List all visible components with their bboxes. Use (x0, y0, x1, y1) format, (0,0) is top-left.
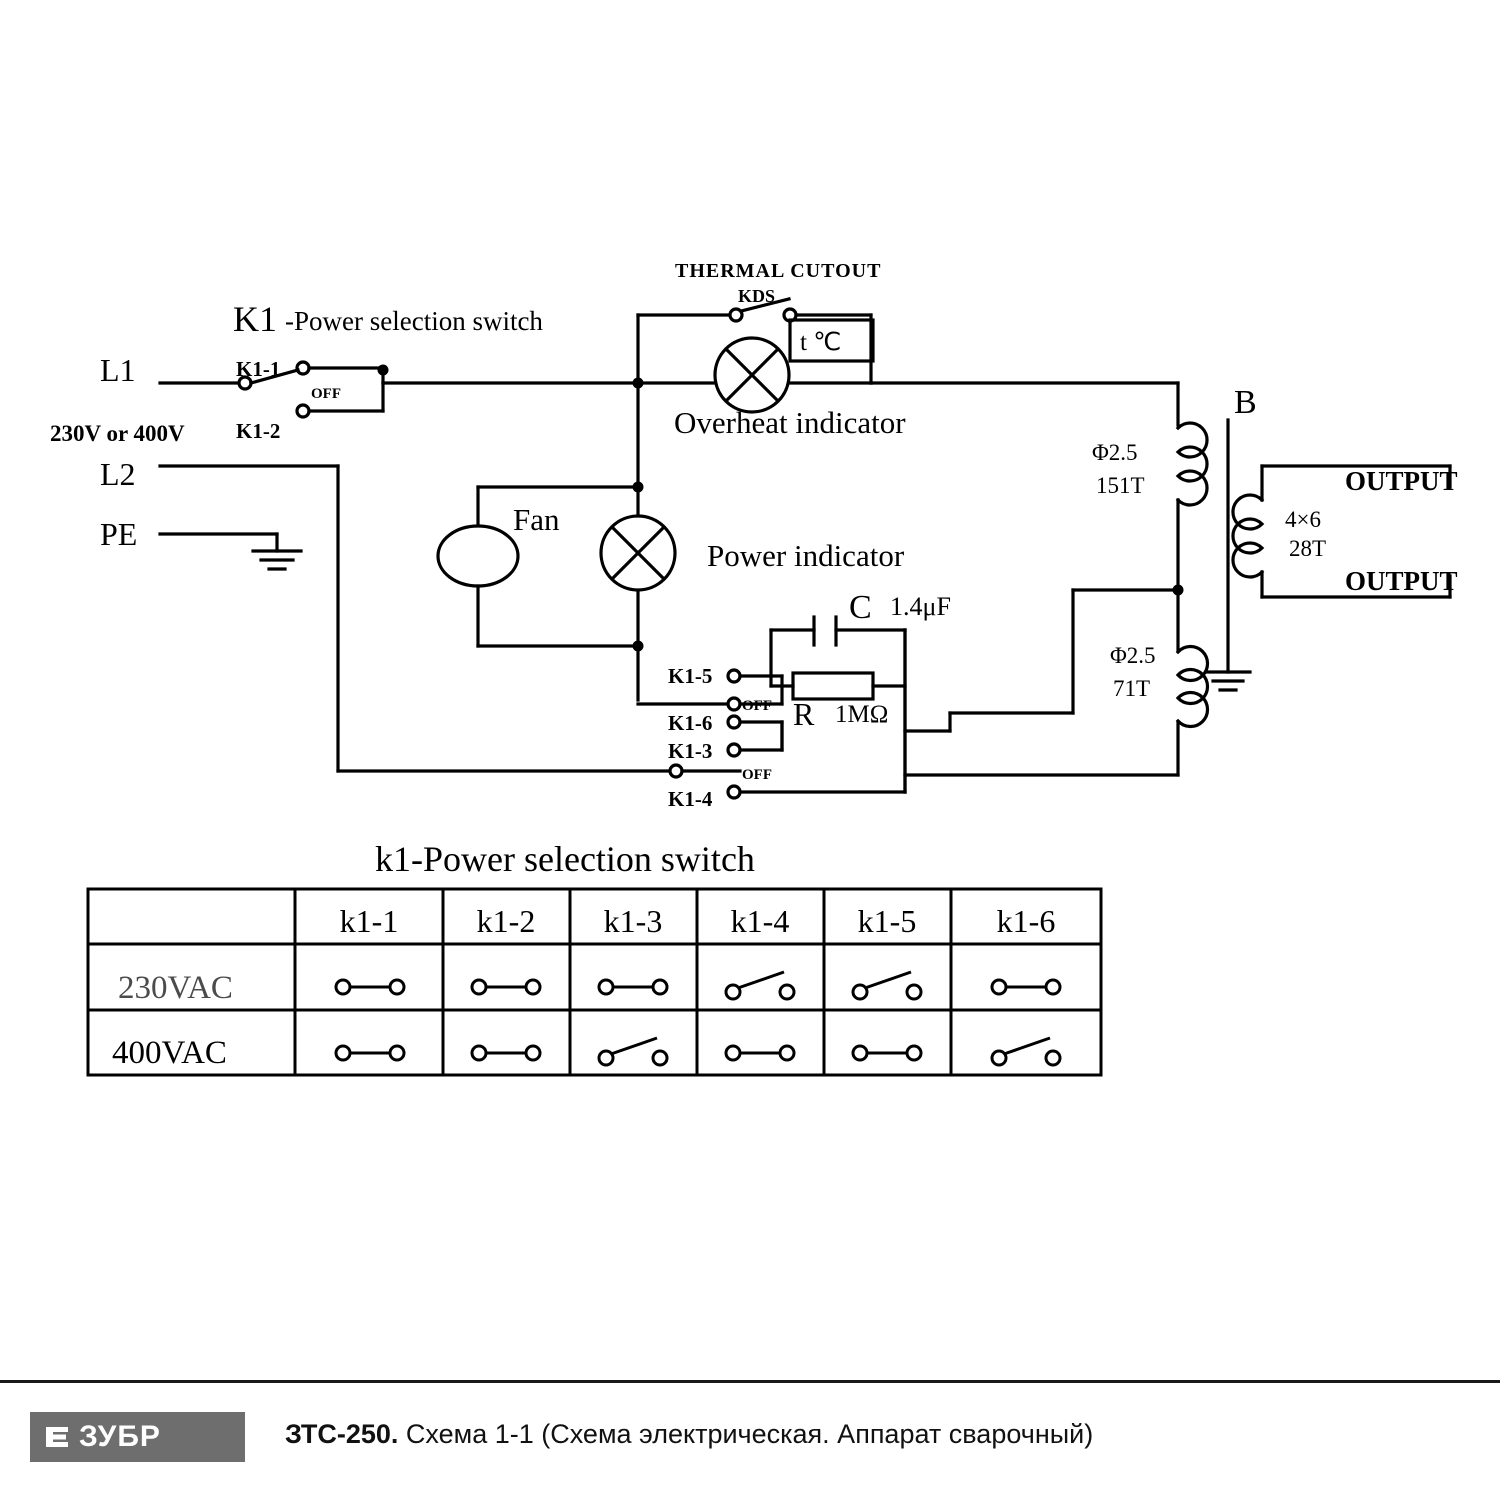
footer (0, 1380, 1500, 1503)
logo-arrow-icon (44, 1423, 70, 1451)
label-voltage: 230V or 400V (50, 421, 185, 446)
label-winding2-turns: 71T (1113, 676, 1151, 701)
label-k1-title: K1 (233, 299, 277, 339)
label-core-b: B (1234, 384, 1257, 421)
label-off-1: OFF (311, 386, 341, 402)
label-l2: L2 (100, 456, 136, 492)
label-k1-5: K1-5 (668, 664, 713, 688)
label-t-celsius: t ℃ (800, 329, 842, 356)
label-power-indicator: Power indicator (707, 538, 905, 573)
label-k1-2: K1-2 (236, 419, 281, 443)
label-pe: PE (100, 516, 138, 552)
table-header-k1-6: k1-6 (996, 903, 1056, 939)
table-header-k1-3: k1-3 (603, 903, 663, 939)
label-off-2: OFF (742, 698, 772, 714)
label-resistor: R (793, 696, 815, 732)
table-header-k1-5: k1-5 (857, 903, 917, 939)
label-l1: L1 (100, 352, 136, 388)
label-secondary-turns: 28T (1289, 536, 1327, 561)
table-header-k1-2: k1-2 (476, 903, 536, 939)
table-row-label-400: 400VAC (112, 1035, 227, 1071)
label-k1-1: K1-1 (236, 357, 281, 381)
label-k1-6: K1-6 (668, 711, 713, 735)
label-capacitor: C (849, 589, 872, 626)
label-secondary-wire: 4×6 (1285, 507, 1321, 532)
label-capacitor-value: 1.4μF (890, 592, 951, 621)
label-k1-title-suffix: -Power selection switch (285, 306, 543, 336)
label-k1-3: K1-3 (668, 739, 713, 763)
label-output-top: OUTPUT (1345, 466, 1458, 496)
label-k1-4: K1-4 (668, 787, 713, 811)
brand-logo (30, 1412, 245, 1462)
table-row-label-230: 230VAC (118, 970, 233, 1006)
label-thermal-cutout: THERMAL CUTOUT (675, 260, 882, 282)
switch-table (88, 889, 1101, 1075)
label-winding2-wire: Φ2.5 (1110, 643, 1156, 668)
label-overheat-indicator: Overheat indicator (674, 405, 906, 440)
label-resistor-value: 1MΩ (835, 701, 889, 728)
table-header-k1-1: k1-1 (339, 903, 399, 939)
footer-caption (285, 1419, 1093, 1450)
footer-caption-text: Схема 1-1 (Схема электрическая. Аппарат сварочный) (398, 1419, 1094, 1449)
label-kds: KDS (738, 286, 776, 306)
brand-name: ЗУБР (79, 1420, 161, 1453)
label-output-bottom: OUTPUT (1345, 566, 1458, 596)
label-winding1-turns: 151T (1096, 473, 1145, 498)
footer-model: ЗТС-250. (285, 1419, 399, 1449)
table-header-k1-4: k1-4 (730, 903, 790, 939)
label-off-3: OFF (742, 767, 772, 783)
label-winding1-wire: Φ2.5 (1092, 440, 1138, 465)
label-fan: Fan (513, 502, 560, 537)
table-caption: k1-Power selection switch (375, 839, 755, 879)
